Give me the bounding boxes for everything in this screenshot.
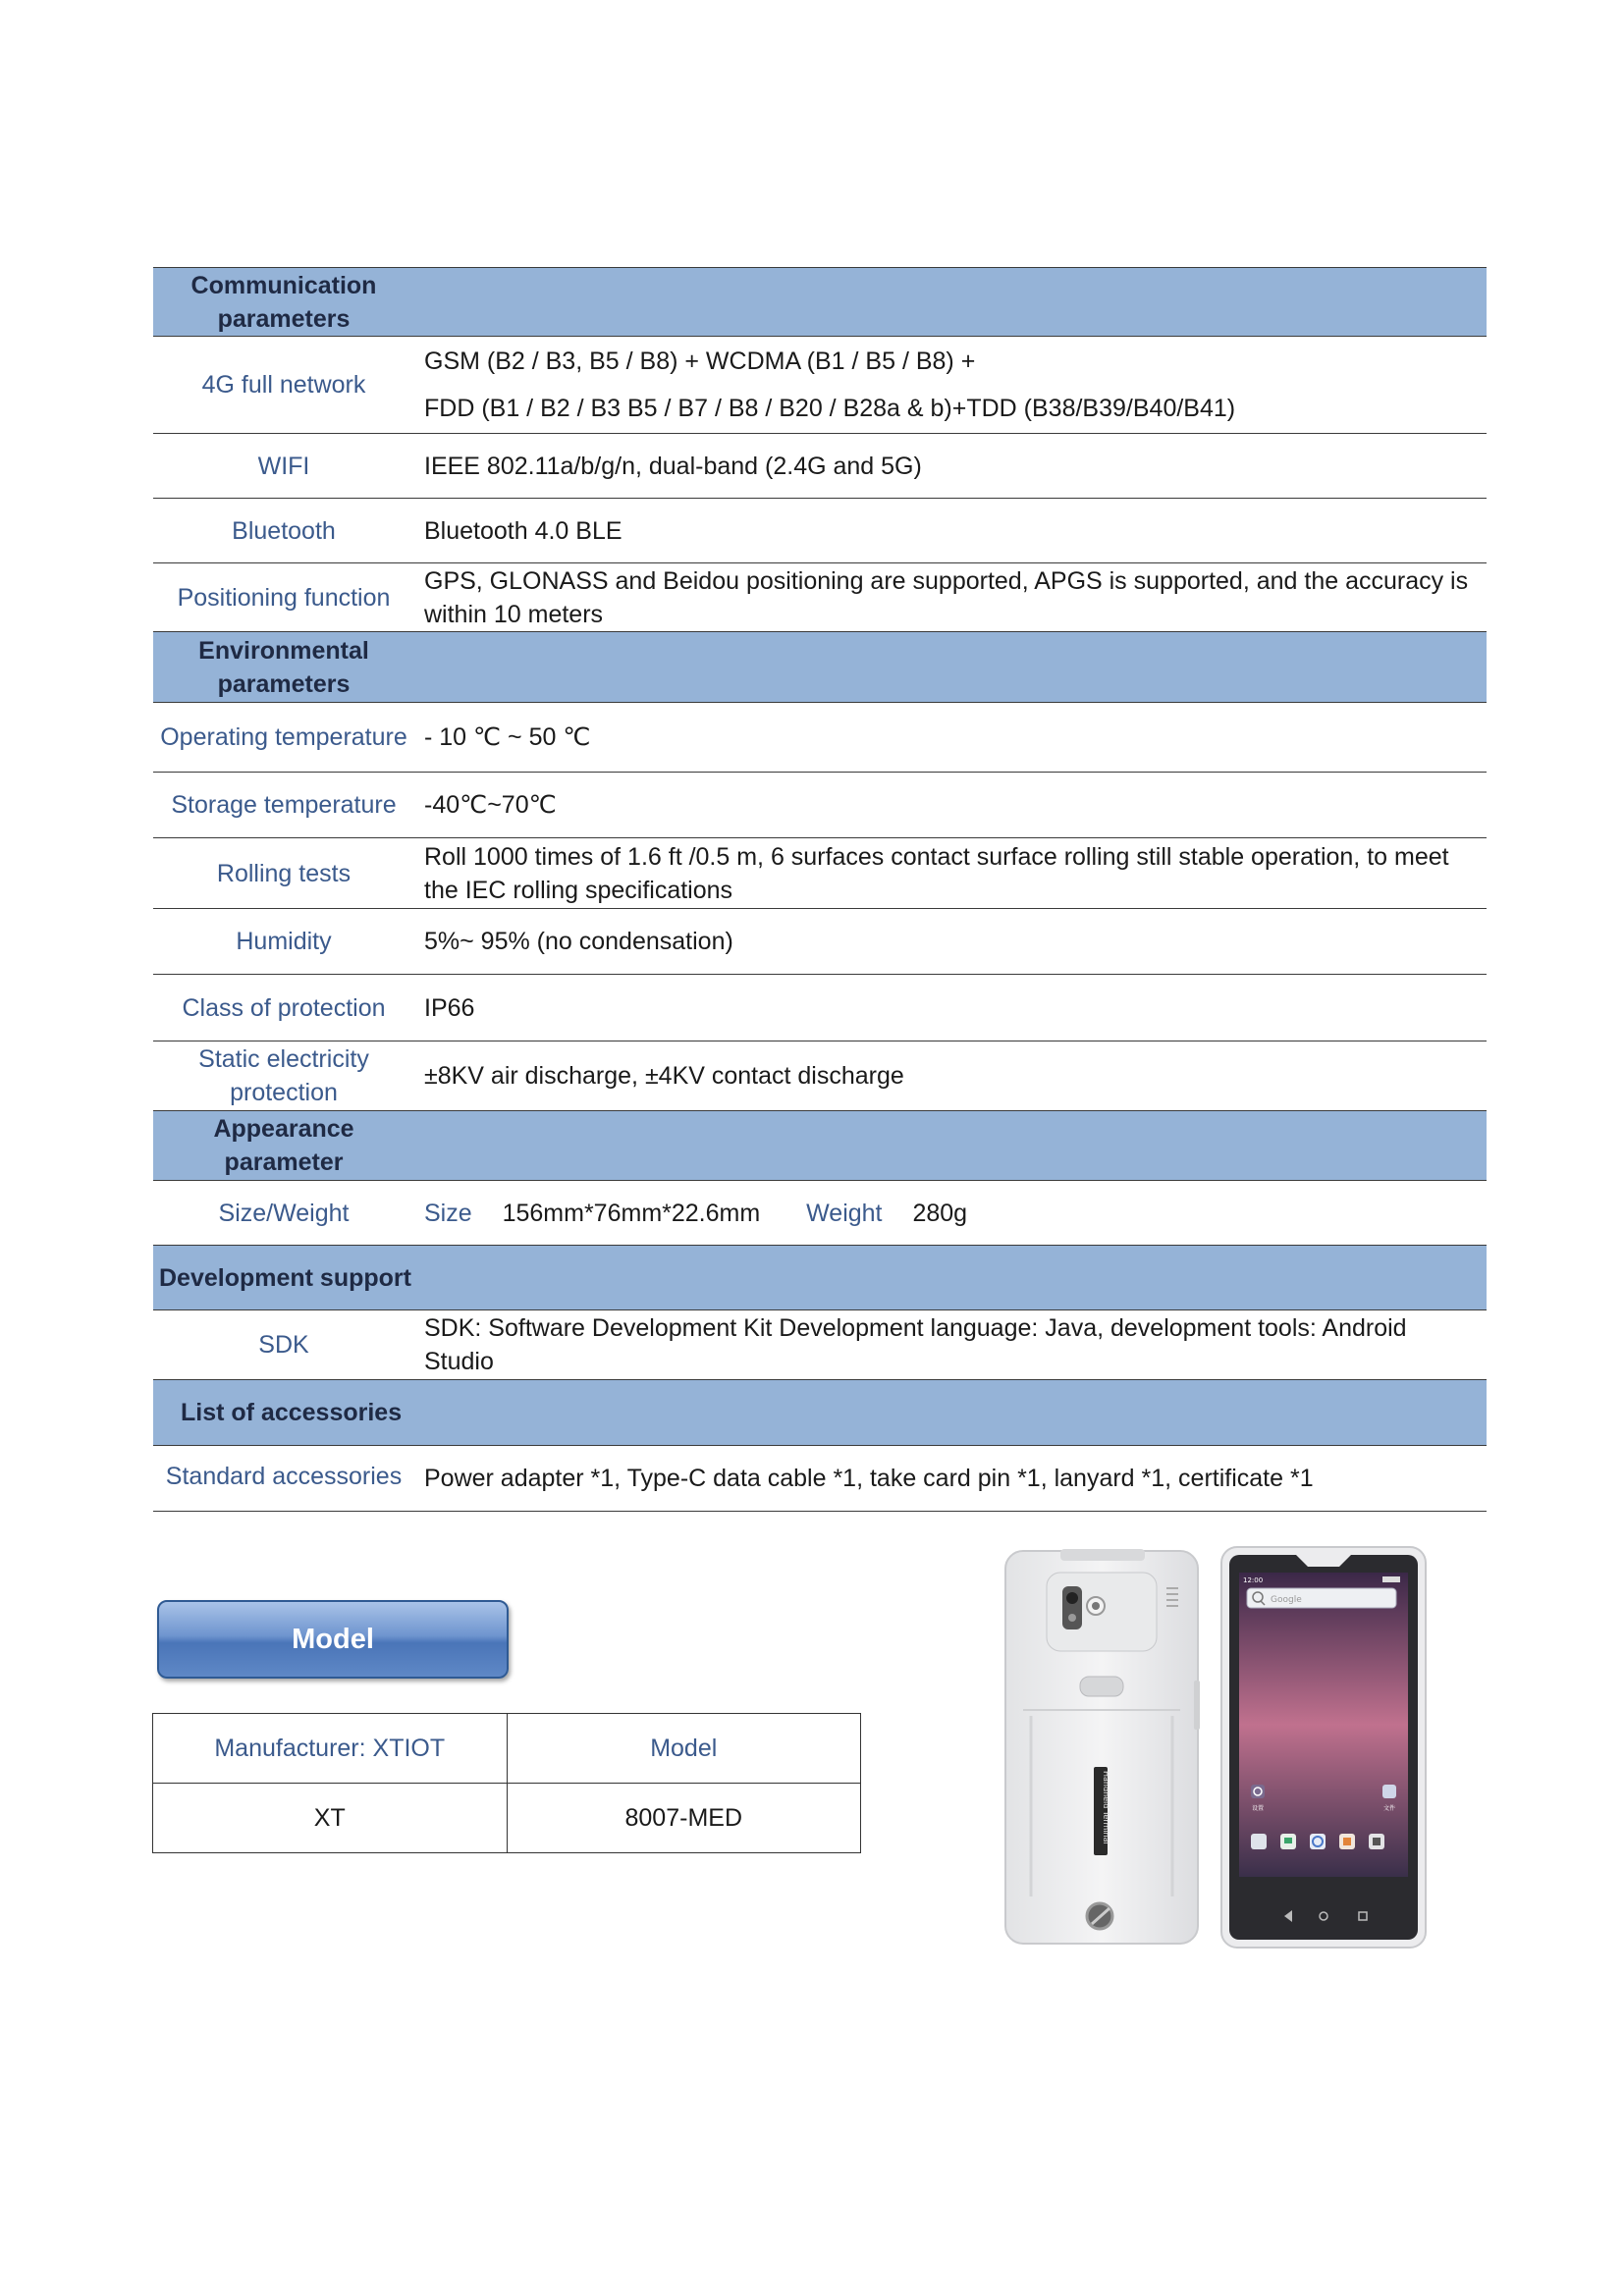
- manufacturer-header: Manufacturer: XTIOT: [153, 1714, 508, 1784]
- app-label-files: 文件: [1383, 1805, 1396, 1812]
- spec-label: Size/Weight: [218, 1199, 350, 1227]
- search-placeholder: Google: [1271, 1595, 1302, 1605]
- section-title: Environmental parameters: [153, 632, 414, 703]
- section-title: List of accessories: [153, 1380, 414, 1446]
- section-environmental: [153, 632, 1487, 703]
- section-development: [153, 1246, 1487, 1310]
- spec-row-sdk: [153, 1310, 1487, 1380]
- spec-label: Rolling tests: [216, 859, 352, 887]
- spec-label: Operating temperature: [160, 723, 407, 751]
- spec-value-line: FDD (B1 / B2 / B3 B5 / B7 / B8 / B20 / B28a & b)+TDD (B38/B39/B40/B41): [424, 395, 1236, 422]
- spec-row-bluetooth: [153, 499, 1487, 563]
- model-button[interactable]: Model: [157, 1600, 509, 1679]
- files-app-icon: [1382, 1785, 1396, 1798]
- spec-label: Positioning function: [177, 583, 391, 612]
- spec-value: ±8KV air discharge, ±4KV contact discharge: [424, 1062, 904, 1090]
- spec-label: SDK: [258, 1331, 309, 1359]
- spec-row-accessories: [153, 1446, 1487, 1512]
- spec-row-operating-temp: [153, 703, 1487, 773]
- device-screen: [1239, 1573, 1408, 1877]
- spec-value: Roll 1000 times of 1.6 ft /0.5 m, 6 surfaces contact surface rolling still stable operation, to meet the IEC rolling specifications: [424, 842, 1449, 904]
- spec-value: GPS, GLONASS and Beidou positioning are supported, APGS is supported, and the accuracy is within 10 meters: [424, 566, 1469, 628]
- section-appearance: [153, 1111, 1487, 1181]
- weight-value: 280g: [912, 1199, 968, 1227]
- spec-row-humidity: [153, 909, 1487, 975]
- spec-label: Humidity: [236, 928, 332, 955]
- spec-value: IP66: [424, 993, 475, 1022]
- section-title: Communication parameters: [153, 268, 414, 337]
- spec-value: Bluetooth 4.0 BLE: [424, 516, 623, 545]
- model-table: [152, 1713, 861, 1853]
- back-brand-text: Handheld Terminal: [1102, 1771, 1110, 1844]
- spec-row-size-weight: [153, 1181, 1487, 1246]
- spec-label: WIFI: [257, 452, 310, 480]
- section-title: Development support: [153, 1246, 414, 1310]
- spec-row-wifi: [153, 434, 1487, 499]
- device-back: [1005, 1549, 1200, 1944]
- spec-row-protection: [153, 975, 1487, 1041]
- spec-value: [414, 337, 1487, 434]
- settings-app-icon: [1251, 1785, 1265, 1798]
- spec-value-line: GSM (B2 / B3, B5 / B8) + WCDMA (B1 / B5 / B8) +: [424, 347, 976, 375]
- spec-value: SDK: Software Development Kit Development language: Java, development tools: Android Studio: [424, 1314, 1407, 1375]
- section-accessories: [153, 1380, 1487, 1446]
- spec-row-4g: [153, 337, 1487, 434]
- spec-label: Bluetooth: [232, 516, 336, 545]
- app-label-settings: 设置: [1252, 1805, 1265, 1812]
- spec-label: Static electricity protection: [198, 1045, 369, 1106]
- device-product-image: [1001, 1543, 1434, 1955]
- spec-row-static: [153, 1041, 1487, 1111]
- weight-label: Weight: [806, 1199, 883, 1227]
- device-front: [1221, 1547, 1426, 1948]
- spec-label: Standard accessories: [165, 1463, 403, 1490]
- search-bar: [1247, 1588, 1396, 1608]
- spec-label: 4G full network: [201, 371, 366, 399]
- manufacturer-value: XT: [153, 1784, 508, 1853]
- spec-value: IEEE 802.11a/b/g/n, dual-band (2.4G and 5G): [424, 452, 922, 480]
- size-value: 156mm*76mm*22.6mm: [502, 1199, 761, 1227]
- size-label: Size: [424, 1199, 472, 1227]
- status-time: 12:00: [1243, 1576, 1264, 1584]
- spec-row-rolling: [153, 838, 1487, 909]
- spec-label: Class of protection: [182, 993, 386, 1022]
- model-table-header: [153, 1714, 861, 1784]
- section-title: Appearance parameter: [153, 1111, 414, 1181]
- model-table-row: [153, 1784, 861, 1853]
- spec-row-storage-temp: [153, 773, 1487, 838]
- section-communication: [153, 268, 1487, 337]
- dialer-app-icon: [1251, 1834, 1267, 1849]
- spec-row-positioning: [153, 563, 1487, 632]
- spec-table: [153, 267, 1487, 1512]
- spec-value: Power adapter *1, Type-C data cable *1, take card pin *1, lanyard *1, certificate *1: [424, 1465, 1314, 1492]
- model-value: 8007-MED: [507, 1784, 861, 1853]
- spec-value: - 10 ℃ ~ 50 ℃: [424, 723, 591, 751]
- spec-label: Storage temperature: [171, 791, 397, 819]
- model-header: Model: [507, 1714, 861, 1784]
- spec-value: [414, 1181, 1487, 1246]
- spec-value: 5%~ 95% (no condensation): [424, 928, 733, 955]
- spec-value: -40℃~70℃: [424, 791, 557, 819]
